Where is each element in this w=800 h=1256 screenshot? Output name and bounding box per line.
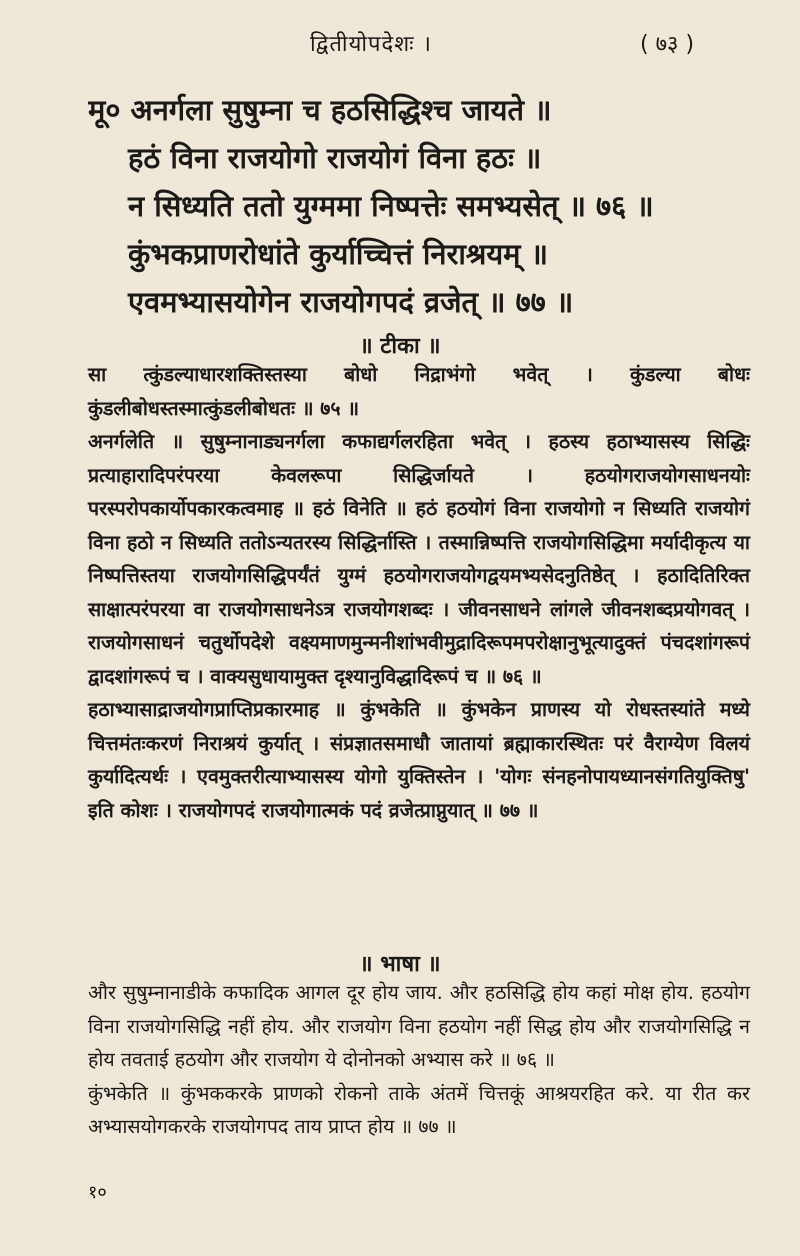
verse-block: [88, 86, 748, 326]
translation-paragraph-1: और सुषुम्नानाडीके कफादिक आगल दूर होय जाय. और हठसिद्धि होय कहां मोक्ष होय. हठयोग विना राजयोगसिद्धि नहीं होय. और राजयोग विना हठयोग नहीं सिद्ध होय और राजयोगसिद्धि न होय तवताई हठयोग और राजयोग ये दोनोनको अभ्यास करे ॥ ७६ ॥: [88, 981, 750, 1071]
page-header: [0, 28, 800, 68]
verse-line-3: न सिध्यति ततो युग्ममा निष्पत्तेः समभ्यसेत् ॥ ७६ ॥: [128, 189, 654, 223]
page-number: ( ७३ ): [640, 32, 695, 57]
bhasha-heading: ॥ भाषा ॥: [359, 952, 441, 977]
verse-line-1: [88, 86, 748, 134]
signature-mark: १०: [88, 1182, 107, 1203]
verse-line-5: एवमभ्यासयोगेन राजयोगपदं व्रजेत् ॥ ७७ ॥: [128, 285, 574, 319]
translation-paragraph-2: कुंभकेति ॥ कुंभककरके प्राणको रोकनो ताके अंतमें चित्तकूं आश्रयरहित करे. या रीत कर अभ्यासयोगकरके राजयोगपद ताय प्राप्त होय ॥ ७७ ॥: [88, 1081, 750, 1138]
running-title: द्वितीयोपदेशः ।: [310, 32, 432, 57]
verse-line-4: कुंभकप्राणरोधांते कुर्याच्चित्तं निराश्रयम् ॥: [128, 237, 548, 271]
tika-heading: ॥ टीका ॥: [359, 334, 441, 359]
commentary: [88, 358, 750, 827]
verse-marker: मू०: [88, 93, 121, 127]
verse-text-1: अनर्गला सुषुम्ना च हठसिद्धिश्च जायते ॥: [130, 93, 552, 127]
translation: [88, 976, 750, 1144]
commentary-paragraph-1: सा त्कुंडल्याधारशक्तिस्तस्या बोधो निद्राभंगो भवेत् । कुंडल्या बोधः कुंडलीबोधस्तस्मात्कुंडलीबोधतः ॥ ७५ ॥: [88, 363, 750, 420]
commentary-paragraph-2: अनर्गलेति ॥ सुषुम्नानाड्यनर्गला कफाद्यर्गलरहिता भवेत् । हठस्य हठाभ्यासस्य सिद्धिः प्रत्याहारादिपरंपरया केवलरूपा सिद्धिर्जायते । हठयोगराजयोगसाधनयोः परस्परोपकार्योपकारकत्वमाह ॥ हठं विनेति ॥ हठं हठयोगं विना राजयोगो न सिध्यति राजयोगं विना हठो न सिध्यति ततोऽन्यतरस्य सिद्धिर्नास्ति । तस्मान्निष्पत्ति राजयोगसिद्धिमा मर्यादीकृत्य या निष्पत्तिस्तया राजयोगसिद्धिपर्यंतं युग्मं हठयोगराजयोगद्वयमभ्यसेदनुतिष्ठेत् । हठादितिरिक्त साक्षात्परंपरया वा राजयोगसाधनेऽत्र राजयोगशब्दः । जीवनसाधने लांगले जीवनशब्दप्रयोगवत् । राजयोगसाधनं चतुर्थोपदेशे वक्ष्यमाणमुन्मनीशांभवीमुद्रादिरूपमपरोक्षानुभूत्यादुक्तं पंचदशांगरूपं द्वादशांगरूपं च । वाक्यसुधायामुक्त दृश्यानुविद्धादिरूपं च ॥ ७६ ॥: [88, 430, 750, 688]
commentary-paragraph-3: हठाभ्यासाद्राजयोगप्राप्तिप्रकारमाह ॥ कुंभकेति ॥ कुंभकेन प्राणस्य यो रोधस्तस्यांते मध्ये चित्तमंतःकरणं निराश्रयं कुर्यात् । संप्रज्ञातसमाधौ जातायां ब्रह्माकारस्थितः परं वैराग्येण विलयं कुर्यादित्यर्थः । एवमुक्तरीत्याभ्यासस्य योगो युक्तिस्तेन । 'योगः संनहनोपायध्यानसंगतियुक्तिषु' इति कोशः । राजयोगपदं राजयोगात्मकं पदं व्रजेत्प्राप्नुयात् ॥ ७७ ॥: [88, 698, 750, 822]
verse-line-2: हठं विना राजयोगो राजयोगं विना हठः ॥: [128, 141, 542, 175]
